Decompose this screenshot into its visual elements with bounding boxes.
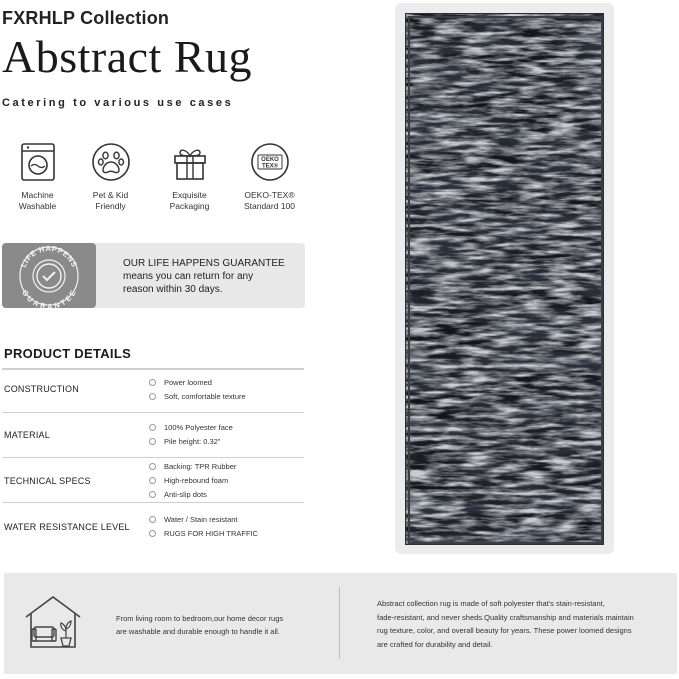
- oeko-badge-text-bottom: TEX®: [261, 163, 278, 170]
- bullet-circle-icon: [149, 516, 156, 523]
- detail-item: Backing: TPR Rubber: [149, 462, 236, 471]
- detail-label-technical-specs: TECHNICAL SPECS: [4, 476, 91, 486]
- svg-text:GUARANTEE: [20, 288, 78, 308]
- detail-item: Power loomed: [149, 378, 212, 387]
- description-left: [116, 612, 331, 638]
- detail-item: High-rebound foam: [149, 476, 228, 485]
- bullet-circle-icon: [149, 477, 156, 484]
- divider: [2, 412, 304, 413]
- gift-box-icon: [170, 142, 210, 182]
- description-line: are washable and durable enough to handle it all.: [116, 627, 280, 636]
- guarantee-banner: [2, 243, 305, 308]
- guarantee-heading: OUR LIFE HAPPENS GUARANTEE: [123, 258, 285, 269]
- feature-label: Exquisite Packaging: [169, 190, 210, 211]
- detail-item: Water / Stain resistant: [149, 515, 238, 524]
- product-details-title: PRODUCT DETAILS: [4, 346, 132, 361]
- bullet-circle-icon: [149, 438, 156, 445]
- feature-label: OEKO-TEX® Standard 100: [243, 190, 296, 211]
- description-line: are crafted for durability and detail.: [377, 639, 493, 649]
- vertical-divider: [339, 587, 340, 659]
- feature-row: [0, 142, 300, 222]
- bullet-circle-icon: [149, 424, 156, 431]
- divider: [2, 502, 304, 503]
- feature-pet-kid-friendly: [73, 142, 148, 212]
- description-line: rug texture, color, and overall beauty for years. These power loomed designs: [377, 626, 632, 635]
- brand-name: FXRHLP Collection: [2, 8, 170, 28]
- guarantee-seal-icon: [2, 243, 96, 308]
- paw-icon: [91, 142, 131, 182]
- description-right: [377, 597, 667, 651]
- detail-label-material: MATERIAL: [4, 430, 50, 440]
- guarantee-badge-text-top: LIFE HAPPENS: [18, 243, 80, 269]
- washing-machine-icon: [18, 142, 58, 182]
- divider: [2, 457, 304, 458]
- guarantee-line: means you can return for any: [123, 271, 254, 282]
- guarantee-text: [123, 257, 298, 296]
- feature-machine-washable: [0, 142, 75, 212]
- home-armchair-plant-icon: [24, 593, 82, 651]
- guarantee-line: reason within 30 days.: [123, 284, 223, 295]
- page-title: Abstract Rug: [2, 31, 253, 82]
- feature-label: Pet & Kid Friendly: [92, 190, 129, 211]
- detail-label-water-resistance: WATER RESISTANCE LEVEL: [4, 522, 130, 532]
- guarantee-badge-text-bottom: GUARANTEE: [20, 288, 79, 308]
- oeko-tex-icon: [250, 142, 290, 182]
- rug-abstract-pattern: [406, 14, 604, 545]
- detail-item: Anti-slip dots: [149, 490, 207, 499]
- detail-label-construction: CONSTRUCTION: [4, 384, 79, 394]
- page-subtitle: Catering to various use cases: [2, 97, 234, 109]
- rug-product-image: [405, 13, 604, 545]
- bullet-circle-icon: [149, 379, 156, 386]
- detail-item: Pile height: 0.32": [149, 437, 220, 446]
- feature-label: Machine Washable: [18, 190, 57, 211]
- bullet-circle-icon: [149, 530, 156, 537]
- guarantee-badge: [2, 243, 96, 308]
- detail-item: 100% Polyester face: [149, 423, 233, 432]
- oeko-badge-text-top: OEKO: [260, 157, 279, 163]
- description-line: fade-resistant, and never sheds.Quality craftsmanship and materials maintain: [377, 612, 634, 622]
- description-line: From living room to bedroom,our home decor rugs: [116, 614, 284, 623]
- bullet-circle-icon: [149, 491, 156, 498]
- detail-item: RUGS FOR HIGH TRAFFIC: [149, 529, 258, 538]
- feature-exquisite-packaging: [152, 142, 227, 212]
- feature-oeko-tex: [232, 142, 307, 212]
- divider: [2, 368, 304, 370]
- bullet-circle-icon: [149, 393, 156, 400]
- description-line: Abstract collection rug is made of soft polyester that's stain-resistant,: [377, 599, 605, 608]
- svg-text:LIFE HAPPENS: [19, 244, 79, 269]
- detail-item: Soft, comfortable texture: [149, 392, 246, 401]
- bullet-circle-icon: [149, 463, 156, 470]
